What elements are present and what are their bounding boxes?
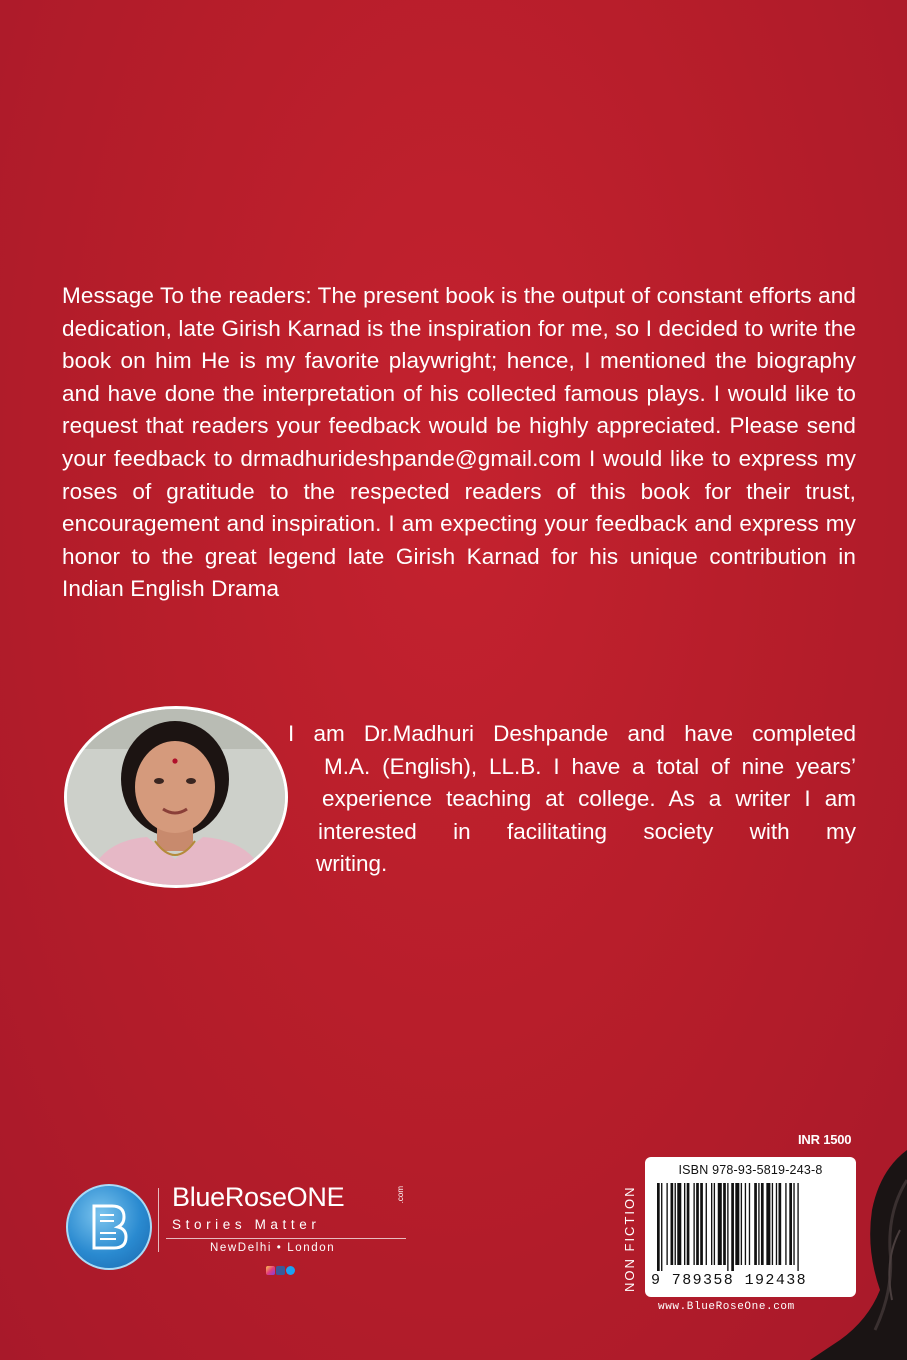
message-to-readers: Message To the readers: The present book is the output of constant efforts and dedication, late Girish Karnad is the inspiration for me, so I decided to write the book on him He is my favorite playwright; hence, I mentioned the biography and have done the interpretation of his collected famous plays. I would like to request that readers your feedback would be highly appreciated. Please send your feedback to drmadhurideshpande@gmail.com I would like to express my roses of gratitude to the respected readers of this book for their trust, encouragement and inspiration. I am expecting your feedback and express my honor to the great legend late Girish Karnad for his unique contribution in Indian English Drama: [62, 283, 856, 602]
facebook-icon: [276, 1266, 285, 1275]
publisher-divider: [158, 1188, 159, 1252]
publisher-cities: NewDelhi • London: [210, 1242, 336, 1254]
publisher-name: [172, 1182, 344, 1213]
publisher-tagline: Stories Matter: [172, 1217, 321, 1232]
barcode-bar: [735, 1183, 739, 1265]
barcode-bar: [700, 1183, 703, 1265]
barcode-bar: [693, 1183, 694, 1265]
barcode-bar: [661, 1183, 662, 1271]
barcode-bar: [718, 1183, 722, 1265]
publisher-logo: [66, 1182, 416, 1282]
publisher-b-icon: [66, 1184, 152, 1270]
barcode-bar: [731, 1183, 734, 1271]
publisher-underline: [166, 1238, 406, 1239]
barcode-bar: [772, 1183, 773, 1265]
barcode-bar: [675, 1183, 676, 1265]
barcode-bar: [657, 1183, 660, 1271]
barcode-bar: [671, 1183, 674, 1265]
barcode-bar: [745, 1183, 746, 1265]
corner-decoration-shape: [780, 1140, 907, 1360]
author-photo: [64, 706, 288, 888]
author-bio: [288, 718, 856, 881]
instagram-icon: [266, 1266, 275, 1275]
publisher-name-part1: BlueRose: [172, 1182, 287, 1212]
twitter-icon: [286, 1266, 295, 1275]
social-icons: [266, 1266, 296, 1277]
barcode-bar: [754, 1183, 757, 1265]
barcode-bar: [714, 1183, 715, 1265]
publisher-name-suffix: .com: [396, 1186, 405, 1204]
publisher-b-glyph-icon: [68, 1186, 150, 1268]
author-bio-line: I am Dr.Madhuri Deshpande and have completed: [288, 721, 856, 746]
publisher-website: www.BlueRoseOne.com: [658, 1301, 795, 1313]
author-bio-line: writing.: [316, 851, 388, 877]
barcode-bar: [758, 1183, 759, 1265]
isbn-digits: 9 789358 192438: [651, 1272, 808, 1289]
barcode-bar: [677, 1183, 681, 1265]
barcode-bar: [706, 1183, 707, 1265]
barcode-bar: [684, 1183, 685, 1265]
author-bio-line: experience teaching at college. As a writer I am: [322, 786, 856, 812]
barcode-bar: [761, 1183, 764, 1265]
author-bio-line: interested in facilitating society with my: [318, 818, 856, 844]
barcode-bar: [741, 1183, 742, 1265]
barcode-bar: [727, 1183, 728, 1271]
author-portrait-illustration: [67, 709, 285, 885]
barcode-bar: [766, 1183, 770, 1265]
author-bio-line: M.A. (English), LL.B. I have a total of nine years’: [324, 753, 856, 779]
category-label: NON FICTION: [622, 1185, 637, 1292]
barcode-bar: [749, 1183, 750, 1265]
publisher-name-part2: ONE: [286, 1182, 345, 1212]
barcode-bar: [776, 1183, 777, 1265]
barcode-bar: [711, 1183, 712, 1265]
barcode-bar: [696, 1183, 699, 1265]
price-label: INR 1500: [798, 1132, 852, 1147]
isbn-label: ISBN 978-93-5819-243-8: [678, 1163, 823, 1177]
barcode-bar: [687, 1183, 690, 1265]
barcode-bar: [723, 1183, 726, 1265]
barcode-bar: [666, 1183, 667, 1265]
